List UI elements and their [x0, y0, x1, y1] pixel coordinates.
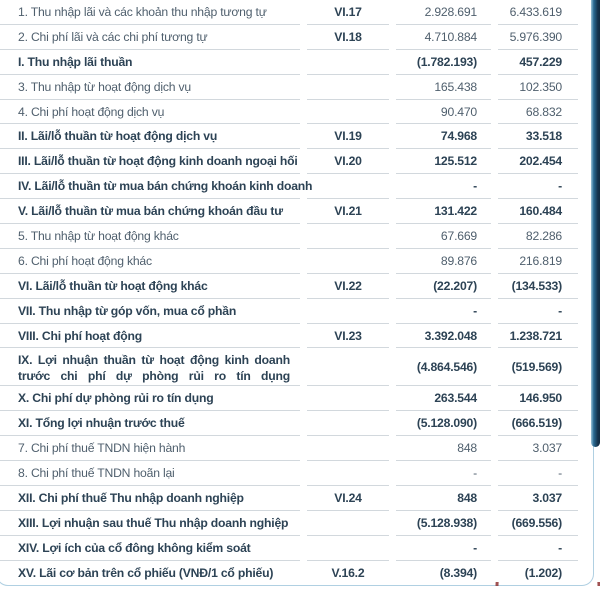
row-value-prior: (519.569) [498, 348, 578, 386]
row-value-current: 263.544 [396, 386, 491, 411]
row-note [307, 50, 389, 75]
row-value-current: - [396, 461, 491, 486]
row-label: II. Lãi/lỗ thuần từ hoạt động dịch vụ [0, 124, 300, 149]
row-value-prior: - [498, 174, 578, 199]
row-label: 2. Chi phí lãi và các chi phí tương tự [0, 25, 300, 50]
row-label: 6. Chi phí hoạt động khác [0, 249, 300, 274]
table-row [0, 50, 578, 75]
row-note [307, 411, 389, 436]
table-row [0, 324, 578, 349]
row-label: VII. Thu nhập từ góp vốn, mua cổ phần [0, 299, 300, 324]
row-note: V.16.2 [331, 566, 365, 581]
row-value-prior: - [498, 536, 578, 561]
row-note [307, 461, 389, 486]
row-note [307, 386, 389, 411]
table-row [0, 536, 578, 561]
table-row [0, 224, 578, 249]
row-value-prior: 102.350 [498, 75, 578, 100]
row-value-current: - [396, 536, 491, 561]
table-row [0, 149, 578, 174]
row-label: 1. Thu nhập lãi và các khoản thu nhập tương tự [0, 0, 300, 25]
row-value-prior: (1.202) [524, 566, 562, 581]
row-label: I. Thu nhập lãi thuần [0, 50, 300, 75]
row-value-current: - [396, 299, 491, 324]
row-value-prior: 82.286 [498, 224, 578, 249]
row-label: IX. Lợi nhuận thuần từ hoạt động kinh doanh trước chi phí dự phòng rủi ro tín dụng [0, 348, 300, 386]
row-note [307, 249, 389, 274]
row-note: VI.23 [307, 324, 389, 349]
row-label: 5. Thu nhập từ hoạt động khác [0, 224, 300, 249]
table-row [0, 486, 578, 511]
row-value-current: 4.710.884 [396, 25, 491, 50]
row-label: XI. Tổng lợi nhuận trước thuế [0, 411, 300, 436]
row-value-current: 2.928.691 [396, 0, 491, 25]
row-note [307, 511, 389, 536]
row-label: 3. Thu nhập từ hoạt động dịch vụ [0, 75, 300, 100]
row-note [307, 536, 389, 561]
table-row [0, 174, 578, 199]
row-note: VI.20 [307, 149, 389, 174]
row-note: VI.24 [307, 486, 389, 511]
row-label: V. Lãi/lỗ thuần từ mua bán chứng khoán đầu tư [0, 199, 300, 224]
table-row [0, 249, 578, 274]
row-value-current: (1.782.193) [396, 50, 491, 75]
table-row [0, 461, 578, 486]
row-note [307, 75, 389, 100]
row-note: VI.19 [307, 124, 389, 149]
table-row [0, 25, 578, 50]
row-label: XII. Chi phí thuế Thu nhập doanh nghiệp [0, 486, 300, 511]
row-value-prior: 1.238.721 [498, 324, 578, 349]
row-value-current: 3.392.048 [396, 324, 491, 349]
table-row [0, 75, 578, 100]
row-label: XIV. Lợi ích của cổ đông không kiểm soát [0, 536, 300, 561]
row-value-prior: 160.484 [498, 199, 578, 224]
row-value-current: 125.512 [396, 149, 491, 174]
table-row [0, 348, 578, 386]
row-value-current: (8.394) [439, 566, 477, 581]
row-label: VI. Lãi/lỗ thuần từ hoạt động khác [0, 274, 300, 299]
row-note [307, 436, 389, 461]
row-value-current: 848 [396, 486, 491, 511]
row-value-prior: 146.950 [498, 386, 578, 411]
row-value-current: 90.470 [396, 100, 491, 125]
row-note: VI.21 [307, 199, 389, 224]
row-value-prior: 5.976.390 [498, 25, 578, 50]
row-value-prior: 68.832 [498, 100, 578, 125]
row-value-prior: - [498, 461, 578, 486]
row-value-current: 131.422 [396, 199, 491, 224]
row-value-current: (5.128.938) [396, 511, 491, 536]
table-row [0, 0, 578, 25]
table-row [0, 386, 578, 411]
row-label: IV. Lãi/lỗ thuần từ mua bán chứng khoán kinh doanh [0, 174, 300, 199]
row-note [307, 174, 389, 199]
row-note [307, 100, 389, 125]
row-value-prior: 3.037 [498, 486, 578, 511]
row-value-prior: (134.533) [498, 274, 578, 299]
row-value-prior: 457.229 [498, 50, 578, 75]
row-note: VI.22 [307, 274, 389, 299]
row-note [307, 348, 389, 386]
row-label: VIII. Chi phí hoạt động [0, 324, 300, 349]
table-row [0, 411, 578, 436]
table-row [0, 274, 578, 299]
table-row [0, 199, 578, 224]
row-label: XV. Lãi cơ bản trên cổ phiếu (VNĐ/1 cổ phiếu) [18, 566, 274, 581]
row-value-prior: (669.556) [498, 511, 578, 536]
row-label: III. Lãi/lỗ thuần từ hoạt động kinh doanh ngoại hối [0, 149, 300, 174]
row-value-prior: 216.819 [498, 249, 578, 274]
table-row [0, 299, 578, 324]
row-value-current: 89.876 [396, 249, 491, 274]
row-note [307, 224, 389, 249]
row-value-prior: 6.433.619 [498, 0, 578, 25]
row-value-prior: 33.518 [498, 124, 578, 149]
row-value-current: 165.438 [396, 75, 491, 100]
row-value-current: 848 [396, 436, 491, 461]
table-row [0, 124, 578, 149]
row-label: 8. Chi phí thuế TNDN hoãn lại [0, 461, 300, 486]
row-note [307, 299, 389, 324]
row-value-prior: (666.519) [498, 411, 578, 436]
row-value-current: (4.864.546) [396, 348, 491, 386]
table-row [0, 511, 578, 536]
table-row [0, 100, 578, 125]
row-value-current: (5.128.090) [396, 411, 491, 436]
row-label: X. Chi phí dự phòng rủi ro tín dụng [0, 386, 300, 411]
row-value-prior: 3.037 [498, 436, 578, 461]
row-value-current: 74.968 [396, 124, 491, 149]
scrollbar-thumb[interactable] [591, 0, 600, 447]
row-value-current: (22.207) [396, 274, 491, 299]
row-note: VI.17 [307, 0, 389, 25]
row-value-current: 67.669 [396, 224, 491, 249]
row-note: VI.18 [307, 25, 389, 50]
row-value-prior: 202.454 [498, 149, 578, 174]
row-label: 7. Chi phí thuế TNDN hiện hành [0, 436, 300, 461]
table-row [0, 436, 578, 461]
row-label: 4. Chi phí hoạt động dịch vụ [0, 100, 300, 125]
row-value-current: - [396, 174, 491, 199]
row-label: XIII. Lợi nhuận sau thuế Thu nhập doanh nghiệp [0, 511, 300, 536]
company-seal-stamp [492, 582, 600, 600]
row-value-prior: - [498, 299, 578, 324]
